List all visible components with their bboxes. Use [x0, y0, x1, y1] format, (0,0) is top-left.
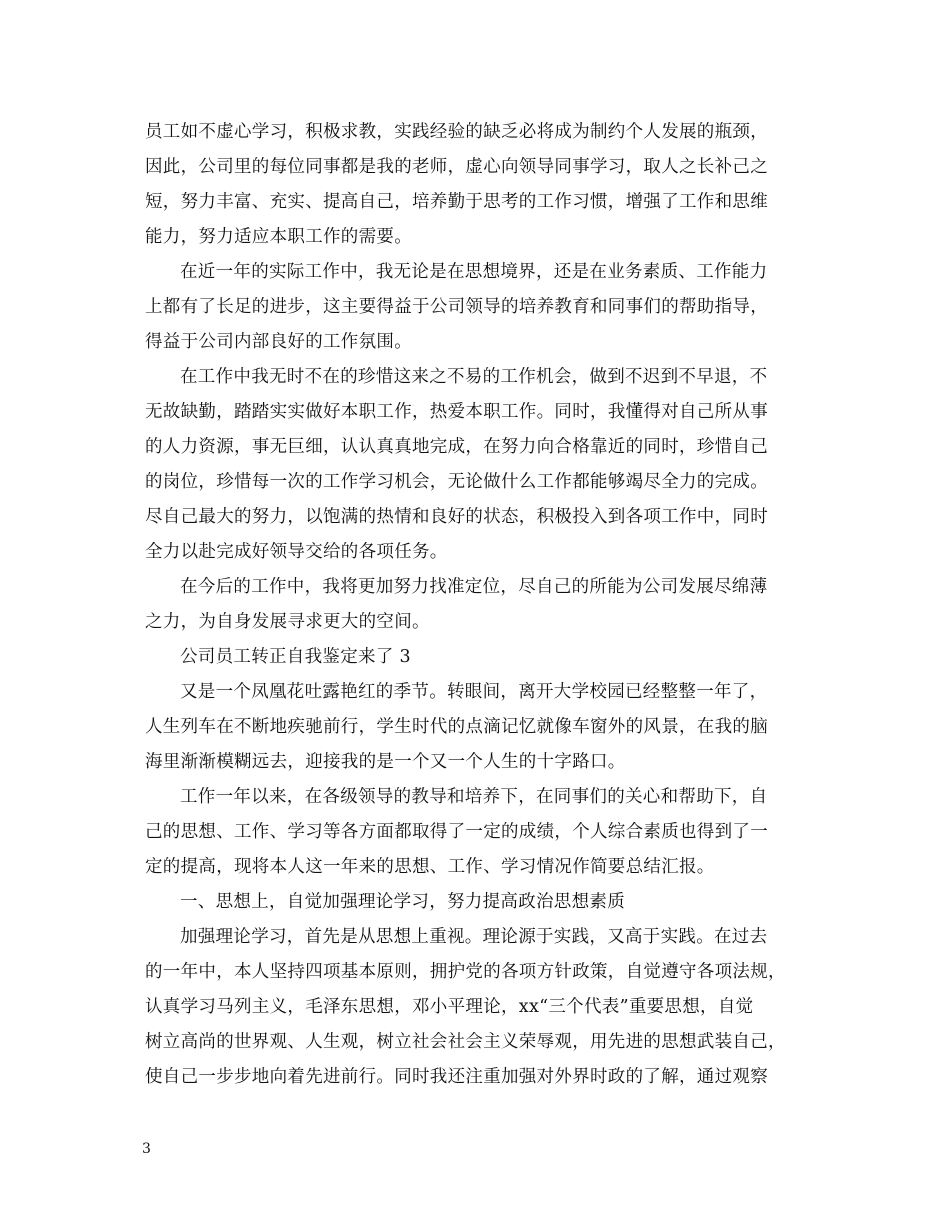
text-line: 的一年中，本人坚持四项基本原则，拥护党的各项方针政策，自觉遵守各项法规， [145, 962, 786, 982]
text-line: 无故缺勤，踏踏实实做好本职工作，热爱本职工作。同时，我懂得对自己所从事 [145, 402, 768, 422]
text-line: 因此，公司里的每位同事都是我的老师，虚心向领导同事学习，取人之长补己之 [145, 157, 768, 177]
text-line: 上都有了长足的进步，这主要得益于公司领导的培养教育和同事们的帮助指导， [145, 297, 768, 317]
text-line: 海里渐渐模糊远去，迎接我的是一个又一个人生的十字路口。 [145, 752, 626, 772]
text-line: 又是一个凤凰花吐露艳红的季节。转眼间，离开大学校园已经整整一年了， [180, 682, 768, 702]
text-line: 全力以赴完成好领导交给的各项任务。 [145, 542, 448, 562]
text-line: 尽自己最大的努力，以饱满的热情和良好的状态，积极投入到各项工作中，同时 [145, 507, 768, 527]
text-line: 得益于公司内部良好的工作氛围。 [145, 332, 412, 352]
text-line: 在近一年的实际工作中，我无论是在思想境界，还是在业务素质、工作能力 [180, 262, 768, 282]
text-line: 使自己一步步地向着先进前行。同时我还注重加强对外界时政的了解，通过观察 [145, 1067, 768, 1087]
text-line: 认真学习马列主义，毛泽东思想，邓小平理论，xx“三个代表”重要思想，自觉 [145, 997, 754, 1017]
page-number: 3 [142, 1141, 151, 1157]
text-line: 定的提高，现将本人这一年来的思想、工作、学习情况作简要总结汇报。 [145, 857, 715, 877]
text-line: 之力，为自身发展寻求更大的空间。 [145, 612, 430, 632]
text-line: 能力，努力适应本职工作的需要。 [145, 227, 412, 247]
text-line: 的人力资源，事无巨细，认认真真地完成，在努力向合格靠近的同时，珍惜自己 [145, 437, 768, 457]
text-line: 员工如不虚心学习，积极求教，实践经验的缺乏必将成为制约个人发展的瓶颈， [145, 122, 768, 142]
text-line: 工作一年以来，在各级领导的教导和培养下，在同事们的关心和帮助下，自 [180, 787, 768, 807]
text-line: 己的思想、工作、学习等各方面都取得了一定的成绩，个人综合素质也得到了一 [145, 822, 768, 842]
text-line: 树立高尚的世界观、人生观，树立社会社会主义荣辱观，用先进的思想武装自己， [145, 1032, 786, 1052]
text-line: 短，努力丰富、充实、提高自己，培养勤于思考的工作习惯，增强了工作和思维 [145, 192, 768, 212]
text-line: 加强理论学习，首先是从思想上重视。理论源于实践，又高于实践。在过去 [180, 927, 768, 947]
text-line: 在工作中我无时不在的珍惜这来之不易的工作机会，做到不迟到不早退，不 [180, 367, 768, 387]
text-line: 公司员工转正自我鉴定来了 3 [180, 647, 411, 667]
text-line: 在今后的工作中，我将更加努力找准定位，尽自己的所能为公司发展尽绵薄 [180, 577, 768, 597]
text-line: 一、思想上，自觉加强理论学习，努力提高政治思想素质 [180, 892, 625, 912]
document-body [145, 115, 825, 1095]
text-line: 的岗位，珍惜每一次的工作学习机会，无论做什么工作都能够竭尽全力的完成。 [145, 472, 768, 492]
text-line: 人生列车在不断地疾驰前行，学生时代的点滴记忆就像车窗外的风景，在我的脑 [145, 717, 768, 737]
